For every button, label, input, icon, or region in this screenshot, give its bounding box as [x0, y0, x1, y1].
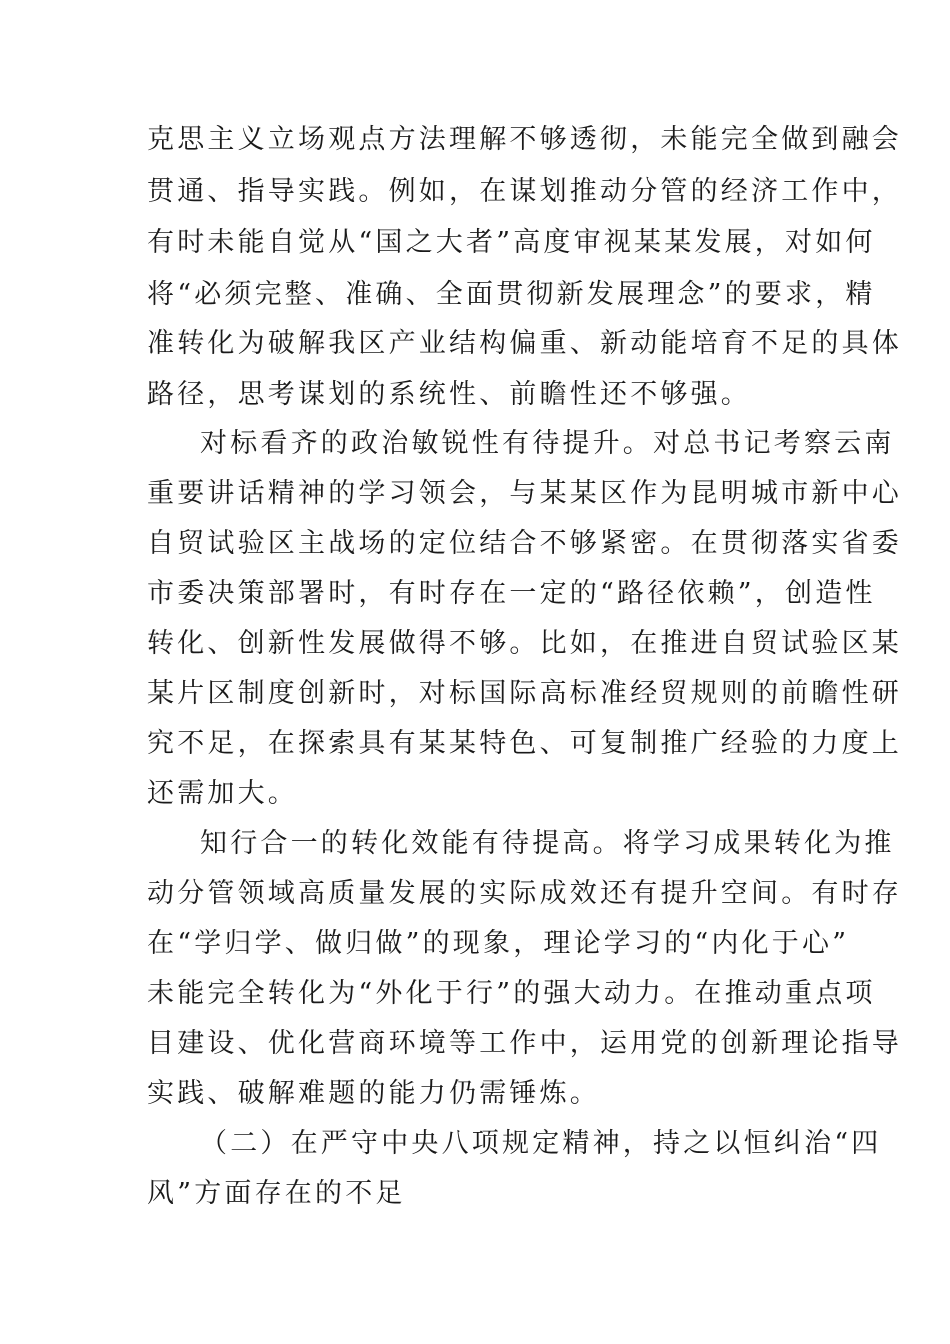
text-line: 未能完全转化为“外化于行”的强大动力。在推动重点项 [147, 978, 876, 1009]
text-line: 准转化为破解我区产业结构偏重、新动能培育不足的具体 [147, 328, 902, 359]
text-line: 还需加大。 [147, 778, 298, 809]
text-line: 路径，思考谋划的系统性、前瞻性还不够强。 [147, 379, 751, 410]
text-line: 将“必须完整、准确、全面贯彻新发展理念”的要求，精 [147, 279, 876, 310]
text-line: 克思主义立场观点方法理解不够透彻，未能完全做到融会 [147, 124, 902, 155]
paragraph-heading-line: 对标看齐的政治敏锐性有待提升。对总书记考察云南 [200, 428, 895, 459]
text-line: 实践、破解难题的能力仍需锤炼。 [147, 1078, 600, 1109]
text-line: 自贸试验区主战场的定位结合不够紧密。在贯彻落实省委 [147, 528, 902, 559]
text-line: 究不足，在探索具有某某特色、可复制推广经验的力度上 [147, 728, 902, 759]
text-line: 在“学归学、做归做”的现象，理论学习的“内化于心” [147, 928, 850, 959]
text-line: 有时未能自觉从“国之大者”高度审视某某发展，对如何 [147, 227, 876, 258]
text-line: 重要讲话精神的学习领会，与某某区作为昆明城市新中心 [147, 478, 902, 509]
text-line: 目建设、优化营商环境等工作中，运用党的创新理论指导 [147, 1028, 902, 1059]
section-heading-line: （二）在严守中央八项规定精神，持之以恒纠治“四 [200, 1128, 882, 1159]
section-heading-line: 风”方面存在的不足 [147, 1178, 406, 1209]
text-line: 某片区制度创新时，对标国际高标准经贸规则的前瞻性研 [147, 678, 902, 709]
text-line: 市委决策部署时，有时存在一定的“路径依赖”，创造性 [147, 578, 876, 609]
text-line: 贯通、指导实践。例如，在谋划推动分管的经济工作中， [147, 176, 902, 207]
text-line: 转化、创新性发展做得不够。比如，在推进自贸试验区某 [147, 628, 902, 659]
text-line: 动分管领域高质量发展的实际成效还有提升空间。有时存 [147, 878, 902, 909]
paragraph-heading-line: 知行合一的转化效能有待提高。将学习成果转化为推 [200, 828, 895, 859]
